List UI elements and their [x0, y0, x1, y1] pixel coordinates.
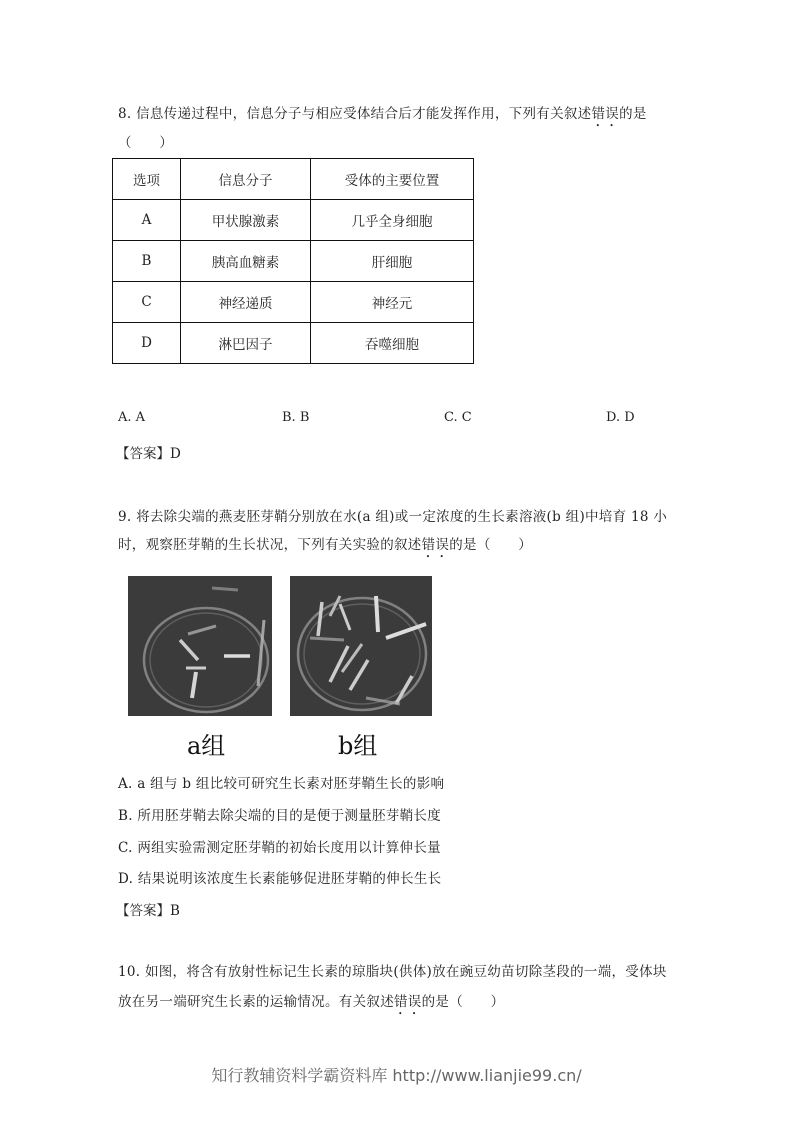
petri-dish-a-image	[128, 576, 272, 716]
figure-panel-b	[290, 576, 432, 716]
q9-stem-line1: 9. 将去除尖端的燕麦胚芽鞘分别放在水(a 组)或一定浓度的生长素溶液(b 组)中培育 18 小	[118, 509, 668, 525]
q8-option-d: D. D	[606, 410, 635, 425]
q10-stem-line1: 10. 如图，将含有放射性标记生长素的琼脂块(供体)放在豌豆幼苗切除茎段的一端，受体块	[118, 964, 667, 980]
table-cell: B	[113, 241, 181, 282]
figure-panel-a	[128, 576, 272, 716]
petri-dish-b-image	[290, 576, 432, 716]
q8-stem-emphasis: 错误	[591, 106, 620, 122]
table-cell: 吞噬细胞	[311, 323, 474, 364]
table-cell: 肝细胞	[311, 241, 474, 282]
table-cell: 淋巴因子	[181, 323, 311, 364]
q8-table	[112, 158, 474, 364]
q10-stem-tail: 的是（ ）	[421, 994, 505, 1010]
table-header: 信息分子	[181, 159, 311, 200]
footer-watermark: 知行教辅资料学霸资料库 http://www.lianjie99.cn/	[211, 1066, 582, 1085]
panel-a-label: a组	[187, 732, 226, 760]
q8-paren: （ ）	[118, 135, 174, 151]
table-cell: 甲状腺激素	[181, 200, 311, 241]
q9-stem-line2	[118, 533, 532, 561]
table-header-row	[113, 159, 474, 200]
q9-option-d: D. 结果说明该浓度生长素能够促进胚芽鞘的伸长生长	[118, 871, 442, 887]
table-cell: D	[113, 323, 181, 364]
q9-option-a: A. a 组与 b 组比较可研究生长素对胚芽鞘生长的影响	[118, 776, 445, 792]
table-header: 选项	[113, 159, 181, 200]
q9-stem-tail: 的是（ ）	[449, 537, 533, 553]
table-row	[113, 323, 474, 364]
table-cell: A	[113, 200, 181, 241]
table-header: 受体的主要位置	[311, 159, 474, 200]
q9-stem-emphasis: 错误	[421, 537, 450, 553]
q9-stem-text: 时，观察胚芽鞘的生长状况，下列有关实验的叙述	[118, 537, 422, 553]
q8-stem	[118, 102, 647, 130]
table-cell: 几乎全身细胞	[311, 200, 474, 241]
q8-option-c: C. C	[444, 410, 472, 425]
table-cell: 胰高血糖素	[181, 241, 311, 282]
q9-option-b: B. 所用胚芽鞘去除尖端的目的是便于测量胚芽鞘长度	[118, 808, 442, 824]
q8-option-a: A. A	[118, 410, 146, 425]
panel-b-label: b组	[338, 732, 378, 760]
table-row	[113, 200, 474, 241]
table-row	[113, 241, 474, 282]
q10-stem-emphasis: 错误	[394, 994, 422, 1010]
table-row	[113, 282, 474, 323]
q9-answer: 【答案】B	[116, 903, 180, 919]
q8-stem-text: 8. 信息传递过程中，信息分子与相应受体结合后才能发挥作用，下列有关叙述	[118, 106, 592, 122]
q8-stem-tail: 的是	[619, 106, 647, 122]
table-cell: 神经元	[311, 282, 474, 323]
q9-option-c: C. 两组实验需测定胚芽鞘的初始长度用以计算伸长量	[118, 840, 441, 856]
q8-option-b: B. B	[282, 410, 310, 425]
q10-stem-line2	[118, 990, 504, 1018]
q10-stem-text: 放在另一端研究生长素的运输情况。有关叙述	[118, 994, 394, 1010]
table-cell: 神经递质	[181, 282, 311, 323]
q8-answer: 【答案】D	[116, 446, 181, 462]
table-cell: C	[113, 282, 181, 323]
